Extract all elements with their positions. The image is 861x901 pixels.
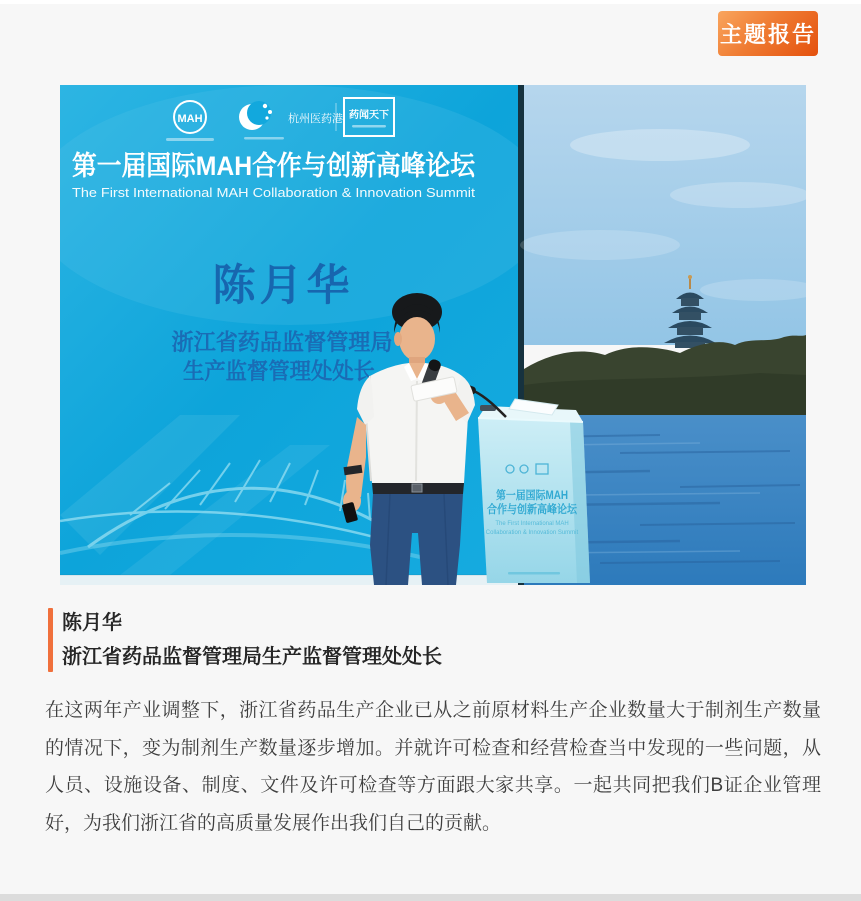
podium-title-line3: The First International MAH: [495, 521, 569, 527]
summit-title-cn: 第一届国际MAH合作与创新高峰论坛: [72, 151, 512, 181]
led-backdrop: [60, 85, 550, 585]
caption-speaker-name: 陈月华: [62, 612, 122, 634]
hangzhou-pharma-town-label: 杭州医药港: [288, 113, 343, 125]
topic-badge: [718, 11, 818, 56]
screen-speaker-org2: 生产监督管理处处长: [183, 359, 386, 384]
yaowen-tianxia-label: 药闻天下: [349, 110, 389, 121]
top-divider: [0, 0, 861, 4]
summary-paragraph: 在这两年产业调整下，浙江省药品生产企业已从之前原材料生产企业数量大于制剂生产数量的情况下，变为制剂生产数量逐步增加。并就许可检查和经营检查当中发现的一些问题，从人员、设施设备、制度、文件及许可检查等方面跟大家共享。一起共同把我们B证企业管理好，为我们浙江省的高质量发展作出我们自己的贡献。: [45, 700, 821, 834]
sky: [524, 85, 806, 345]
summit-photo: [60, 85, 806, 585]
podium-title-line2: 合作与创新高峰论坛: [487, 504, 591, 516]
podium-title-line1: 第一届国际MAH: [496, 490, 580, 502]
screen-speaker-org1: 浙江省药品监督管理局: [171, 330, 397, 355]
topic-badge-label: 主题报告: [719, 22, 816, 47]
caption-accent-bar: [48, 608, 53, 672]
summit-title-en: The First International MAH Collaboration & Innovation Summit: [72, 185, 476, 200]
speaker-face: [399, 317, 435, 361]
screen-speaker-name: 陈月华: [212, 262, 354, 310]
bottom-divider: [0, 894, 861, 901]
caption-speaker-title: 浙江省药品监督管理局生产监督管理处处长: [62, 646, 442, 668]
mah-logo-text: MAH: [177, 113, 203, 125]
podium-title-line4: Collaboration & Innovation Summit: [485, 530, 579, 536]
